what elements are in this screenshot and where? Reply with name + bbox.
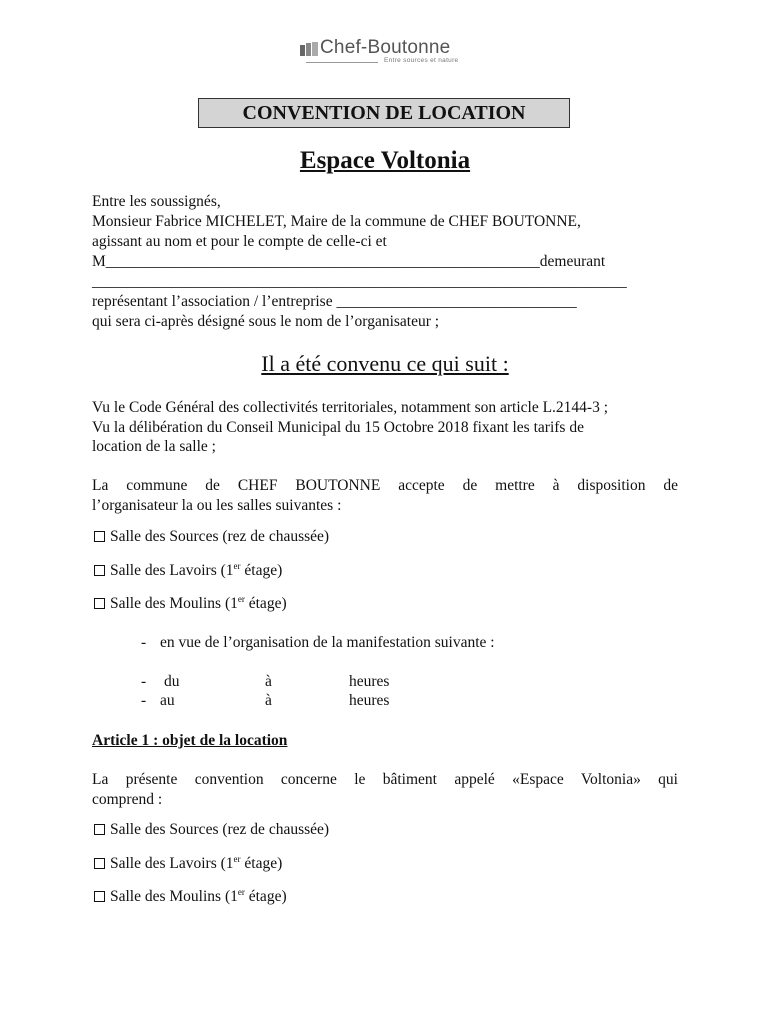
logo-mark-icon — [300, 42, 318, 56]
chef-boutonne-logo — [300, 38, 470, 66]
checkbox-moulins-2[interactable] — [94, 891, 105, 902]
room-label-rest: étage) — [244, 888, 287, 905]
article-1-text-2: comprend : — [92, 791, 163, 808]
legal-line-2: Vu la délibération du Conseil Municipal du 15 Octobre 2018 fixant les tarifs de — [92, 419, 584, 436]
article-room-sources[interactable] — [94, 820, 329, 840]
room-label-rest: étage) — [240, 562, 283, 579]
event-text: en vue de l’organisation de la manifestation suivante : — [160, 634, 495, 651]
article-1-text-1: La présente convention concerne le bâtiment appelé «Espace Voltonia» qui — [92, 771, 678, 788]
legal-line-1: Vu le Code Général des collectivités territoriales, notamment son article L.2144-3 ; — [92, 399, 609, 416]
parties-line-2: Monsieur Fabrice MICHELET, Maire de la commune de CHEF BOUTONNE, — [92, 213, 581, 230]
article-room-moulins[interactable] — [94, 887, 287, 907]
logo-tagline: Entre sources et nature — [384, 57, 459, 64]
organiser-definition: qui sera ci-après désigné sous le nom de l’organisateur ; — [92, 313, 440, 330]
document-title: CONVENTION DE LOCATION — [198, 98, 570, 128]
representative-line: représentant l’association / l’entreprise _______________________________ — [92, 293, 577, 310]
room-sup: er — [233, 561, 241, 571]
event-dash: - — [141, 634, 147, 651]
logo-rule — [306, 62, 378, 63]
room-label: Salle des Lavoirs (1 — [110, 855, 234, 872]
article-room-lavoirs[interactable] — [94, 854, 282, 874]
commune-line-2: l’organisateur la ou les salles suivantes : — [92, 497, 342, 514]
checkbox-lavoirs-2[interactable] — [94, 858, 105, 869]
room-label: Salle des Sources (rez de chaussée) — [110, 528, 330, 545]
room-sup: er — [237, 594, 245, 604]
parties-line-1: Entre les soussignés, — [92, 193, 221, 210]
article-1-heading: Article 1 : objet de la location — [92, 732, 288, 749]
room-option-moulins[interactable] — [94, 594, 287, 614]
du-label: du — [164, 673, 180, 690]
au-dash: - — [141, 692, 147, 709]
room-label-rest: étage) — [240, 855, 283, 872]
au-a: à — [265, 692, 272, 709]
au-heures: heures — [349, 692, 390, 709]
room-sup: er — [233, 854, 241, 864]
venue-name — [0, 146, 770, 176]
checkbox-sources[interactable] — [94, 531, 105, 542]
address-blank-line: _____________________________________________________________________ — [92, 273, 627, 290]
room-label-rest: étage) — [244, 595, 287, 612]
au-label: au — [160, 692, 175, 709]
agreement-heading — [0, 350, 770, 378]
name-blank: ________________________________________________________ — [105, 253, 540, 270]
room-label: Salle des Moulins (1 — [110, 595, 238, 612]
du-dash: - — [141, 673, 147, 690]
demeurant-label: demeurant — [539, 253, 606, 270]
room-option-lavoirs[interactable] — [94, 561, 282, 581]
commune-line-1: La commune de CHEF BOUTONNE accepte de mettre à disposition de — [92, 477, 678, 494]
mr-prefix: M — [92, 253, 106, 270]
checkbox-lavoirs[interactable] — [94, 565, 105, 576]
du-heures: heures — [349, 673, 390, 690]
legal-line-3: location de la salle ; — [92, 438, 216, 455]
room-sup: er — [237, 887, 245, 897]
du-a: à — [265, 673, 272, 690]
room-label: Salle des Lavoirs (1 — [110, 562, 234, 579]
logo-name: Chef-Boutonne — [320, 37, 451, 58]
parties-line-3: agissant au nom et pour le compte de celle-ci et — [92, 233, 387, 250]
parties-line-4 — [92, 252, 605, 272]
room-label: Salle des Moulins (1 — [110, 888, 238, 905]
room-label: Salle des Sources (rez de chaussée) — [110, 821, 330, 838]
room-option-sources[interactable] — [94, 527, 329, 547]
checkbox-moulins[interactable] — [94, 598, 105, 609]
checkbox-sources-2[interactable] — [94, 824, 105, 835]
venue-name-text: Espace Voltonia — [299, 147, 471, 174]
agreement-heading-text: Il a été convenu ce qui suit : — [261, 351, 509, 376]
